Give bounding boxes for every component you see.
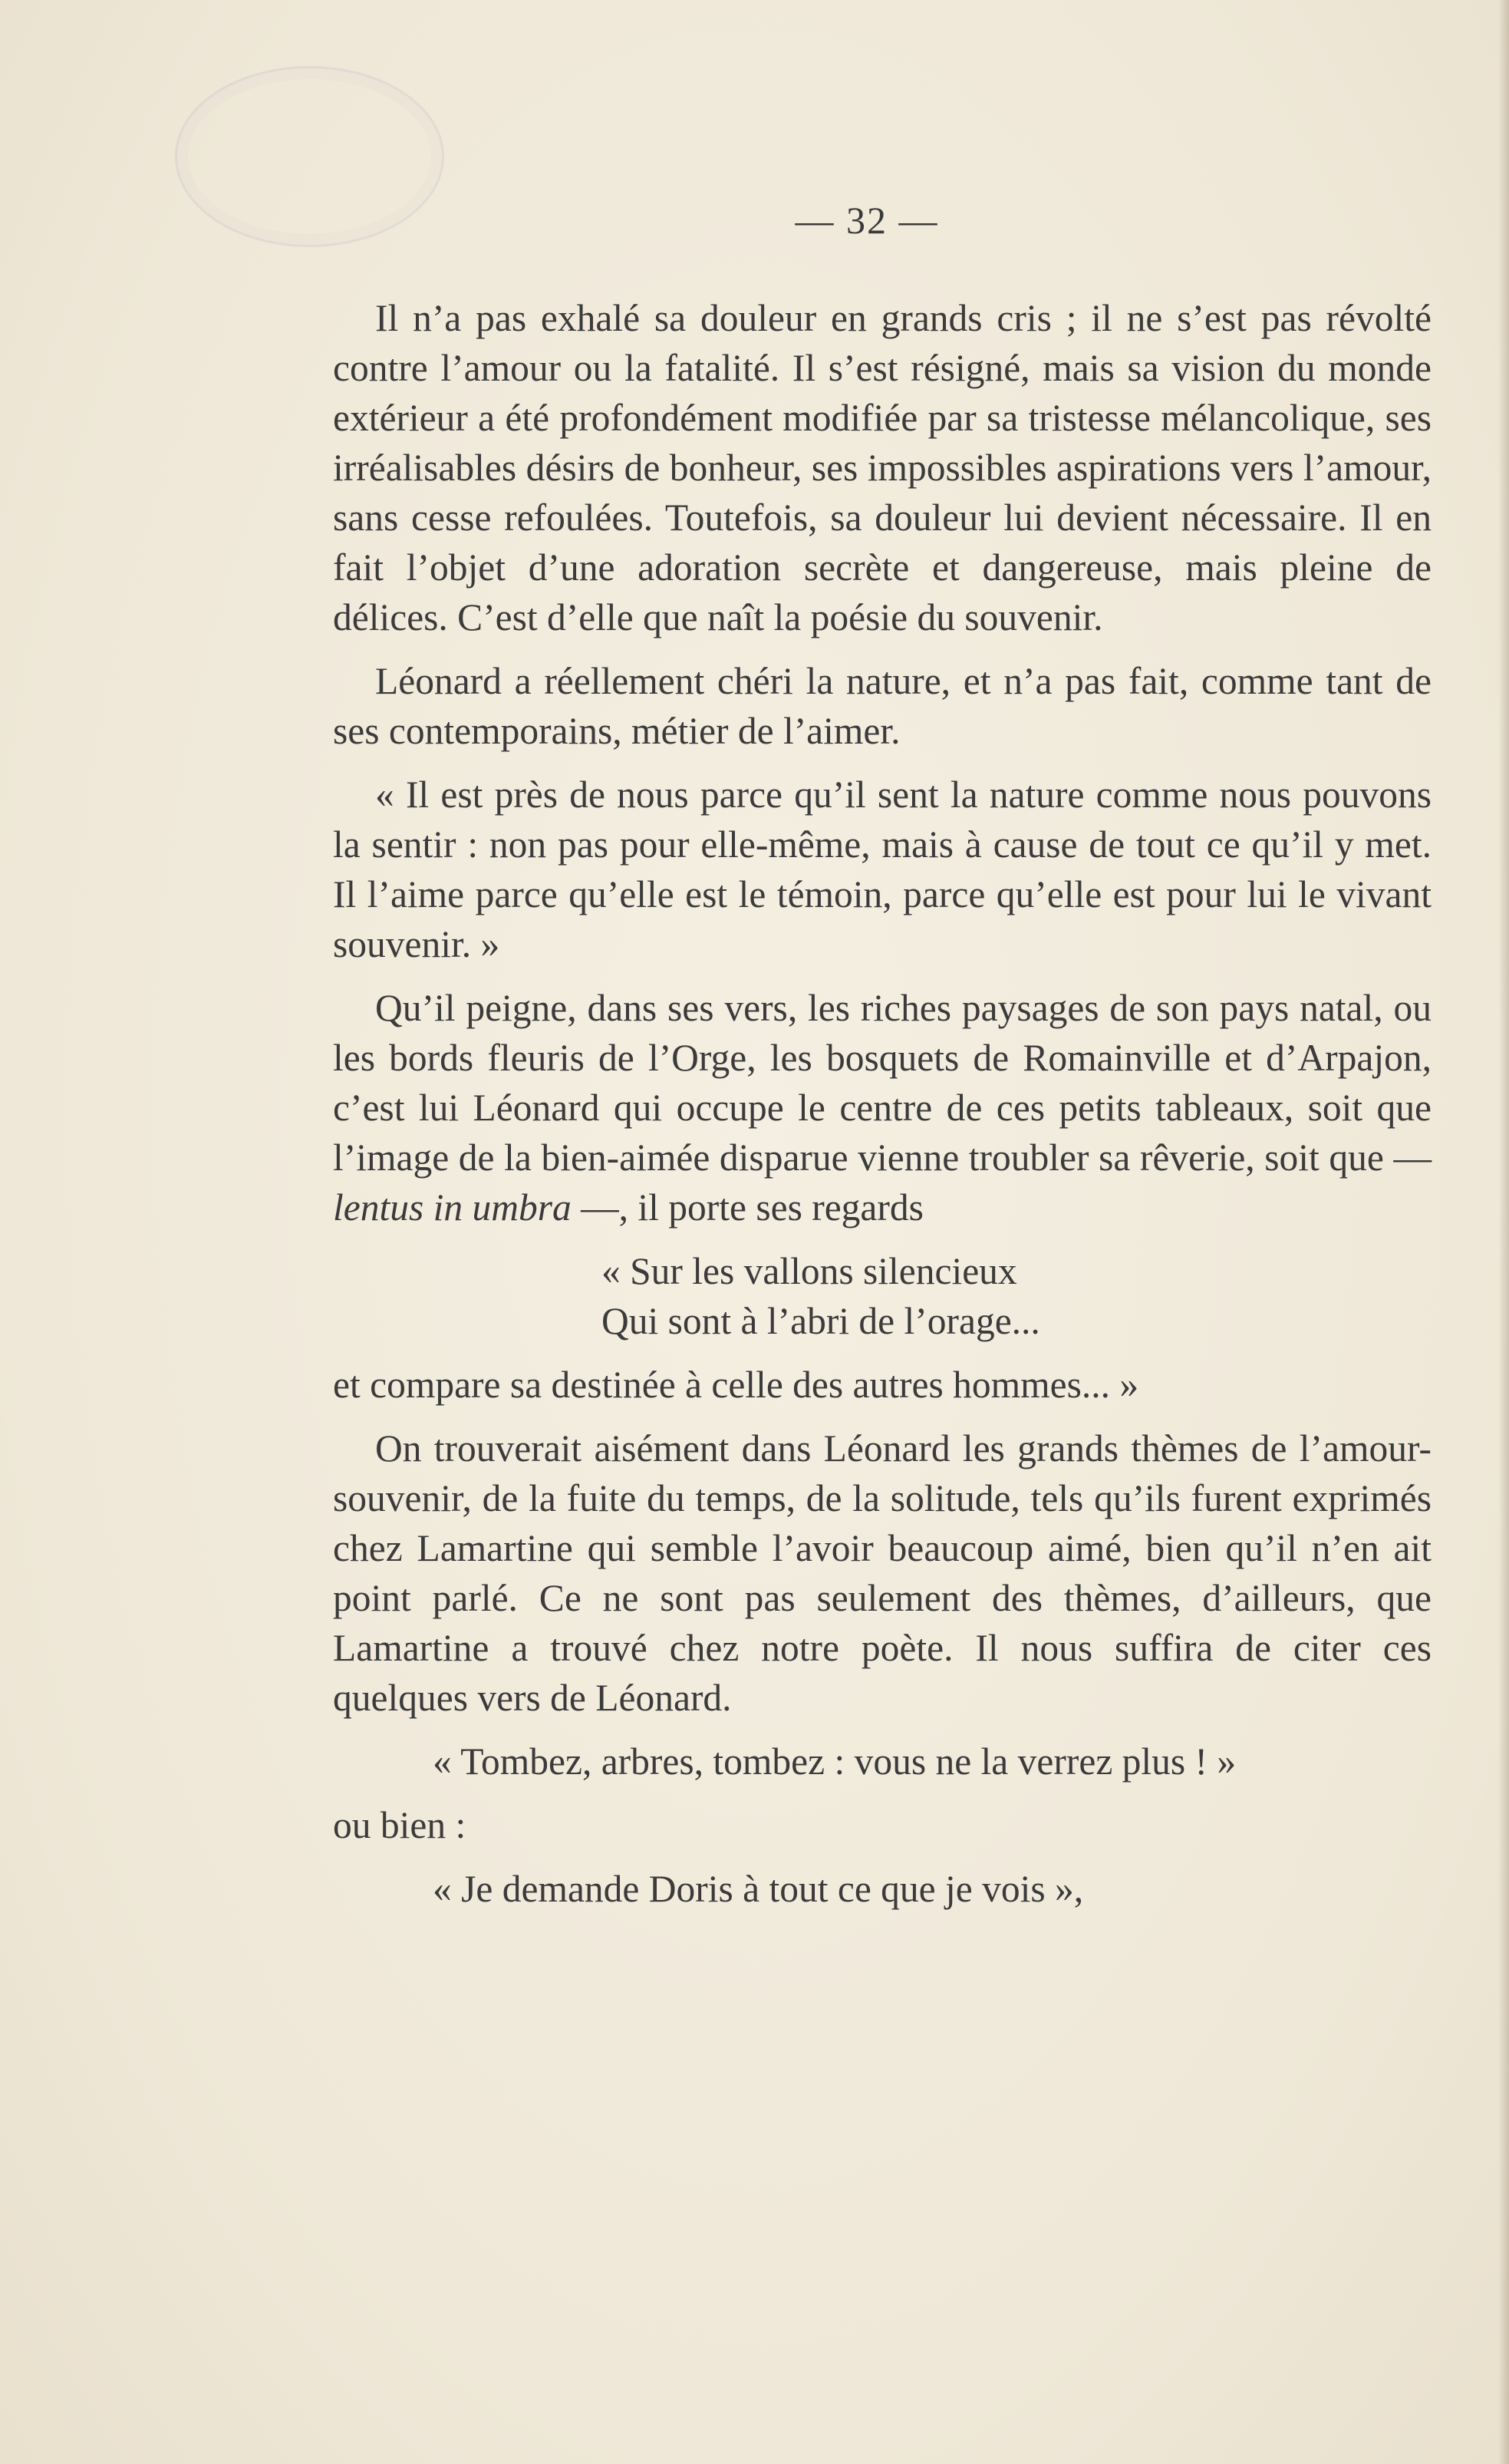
paragraph-5: et compare sa destinée à celle des autres hommes... » xyxy=(333,1364,1139,1406)
verse-quote-1: « Tombez, arbres, tombez : vous ne la verrez plus ! » xyxy=(433,1740,1237,1783)
body-text xyxy=(333,293,1432,1928)
paragraph-1: Il n’a pas exhalé sa douleur en grands cris ; il ne s’est pas révolté contre l’amour ou la fatalité. Il s’est résigné, mais sa vision du monde extérieur a été profondément modifiée par sa tristesse mélancolique, ses irréalisables désirs de bonheur, ses impossibles aspirations vers l’amour, sans cesse refoulées. Toutefois, sa douleur lui devient nécessaire. Il en fait l’objet d’une adoration secrète et dangereuse, mais pleine de délices. C’est d’elle que naît la poésie du souvenir. xyxy=(333,297,1432,638)
paragraph-4 xyxy=(333,983,1432,1232)
verse-line-1: « Sur les vallons silencieux xyxy=(601,1250,1017,1292)
verse-quote-2: « Je demande Doris à tout ce que je vois », xyxy=(433,1868,1084,1910)
latin-phrase: lentus in umbra xyxy=(333,1186,572,1229)
verse-quotation xyxy=(333,1246,1432,1346)
paragraph-3-quotation: « Il est près de nous parce qu’il sent la nature comme nous pouvons la sentir : non pas pour elle-même, mais à cause de tout ce qu’il y met. Il l’aime parce qu’elle est le témoin, parce qu’elle est pour lui le vivant souvenir. » xyxy=(333,774,1432,965)
paragraph-4-start: Qu’il peigne, dans ses vers, les riches paysages de son pays natal, ou les bords fleuris de l’Orge, les bosquets de Romainville et d’Arpajon, c’est lui Léonard qui occupe le centre de ces petits tableaux, soit que l’image de la bien-aimée disparue vienne troubler sa rêverie, soit que — xyxy=(333,987,1432,1179)
page-edge-shadow xyxy=(1498,0,1509,2464)
page-number: — 32 — xyxy=(795,199,939,242)
paragraph-6: On trouverait aisément dans Léonard les grands thèmes de l’amour-souvenir, de la fuite du temps, de la solitude, tels qu’ils furent exprimés chez Lamartine qui semble l’avoir beaucoup aimé, bien qu’il n’en ait point parlé. Ce ne sont pas seulement des thèmes, d’ailleurs, que Lamartine a trouvé chez notre poète. Il nous suffira de citer ces quelques vers de Léonard. xyxy=(333,1427,1432,1719)
paragraph-4-end: —, il porte ses regards xyxy=(571,1186,924,1229)
verse-line-2: Qui sont à l’abri de l’orage... xyxy=(601,1300,1040,1342)
paragraph-7: ou bien : xyxy=(333,1804,466,1846)
paragraph-2: Léonard a réellement chéri la nature, et n’a pas fait, comme tant de ses contemporains, métier de l’aimer. xyxy=(333,660,1432,752)
